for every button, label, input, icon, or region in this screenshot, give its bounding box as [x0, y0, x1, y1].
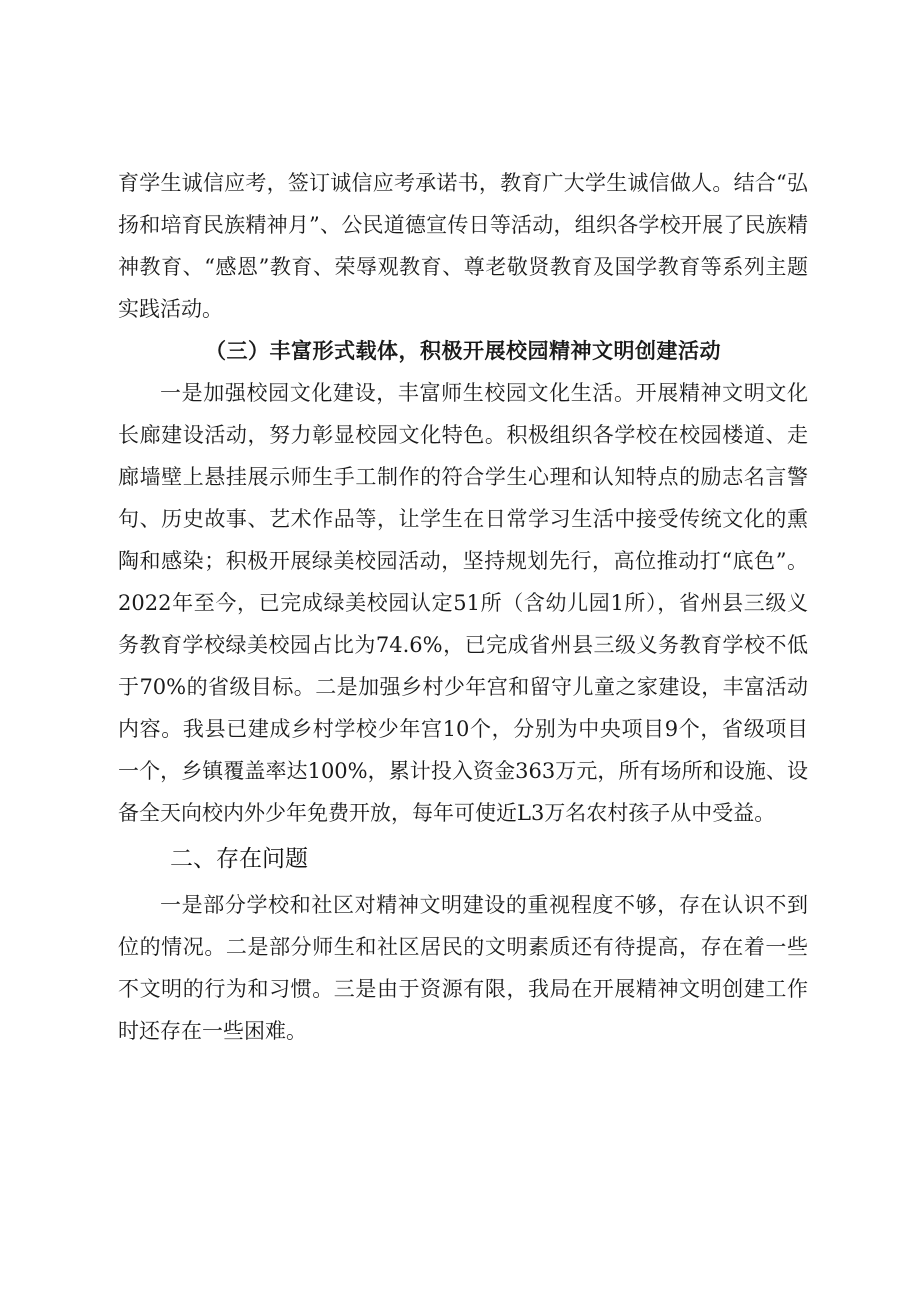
section-heading-problems: 二、存在问题: [170, 846, 308, 872]
document-body: [118, 162, 808, 1052]
paragraph-campus-culture: 一是加强校园文化建设，丰富师生校园文化生活。开展精神文明文化长廊建设活动，努力彰显校园文化特色。积极组织各学校在校园楼道、走廊墙壁上悬挂展示师生手工制作的符合学生心理和认知特点的励志名言警句、历史故事、艺术作品等，让学生在日常学习生活中接受传统文化的熏陶和感染；积极开展绿美校园活动，坚持规划先行，高位推动打“底色”。2022年至今，已完成绿美校园认定51所（含幼儿园1所），省州县三级义务教育学校绿美校园占比为74.6%，已完成省州县三级义务教育学校不低于70%的省级目标。二是加强乡村少年宫和留守儿童之家建设，丰富活动内容。我县已建成乡村学校少年宫10个，分别为中央项目9个，省级项目一个，乡镇覆盖率达100%，累计投入资金363万元，所有场所和设施、设备全天向校内外少年免费开放，每年可使近L3万名农村孩子从中受益。: [118, 381, 808, 825]
paragraph-problems: 一是部分学校和社区对精神文明建设的重视程度不够，存在认识不到位的情况。二是部分师生和社区居民的文明素质还有待提高，存在着一些不文明的行为和习惯。三是由于资源有限，我局在开展精神文明创建工作时还存在一些困难。: [118, 893, 808, 1043]
section-subheading: （三）丰富形式载体，积极开展校园精神文明创建活动: [205, 338, 721, 363]
paragraph-continuation: 育学生诚信应考，签订诚信应考承诺书，教育广大学生诚信做人。结合“弘扬和培育民族精神月”、公民道德宣传日等活动，组织各学校开展了民族精神教育、“感恩”教育、荣辱观教育、尊老敬贤教育及国学教育等系列主题实践活动。: [118, 171, 808, 321]
